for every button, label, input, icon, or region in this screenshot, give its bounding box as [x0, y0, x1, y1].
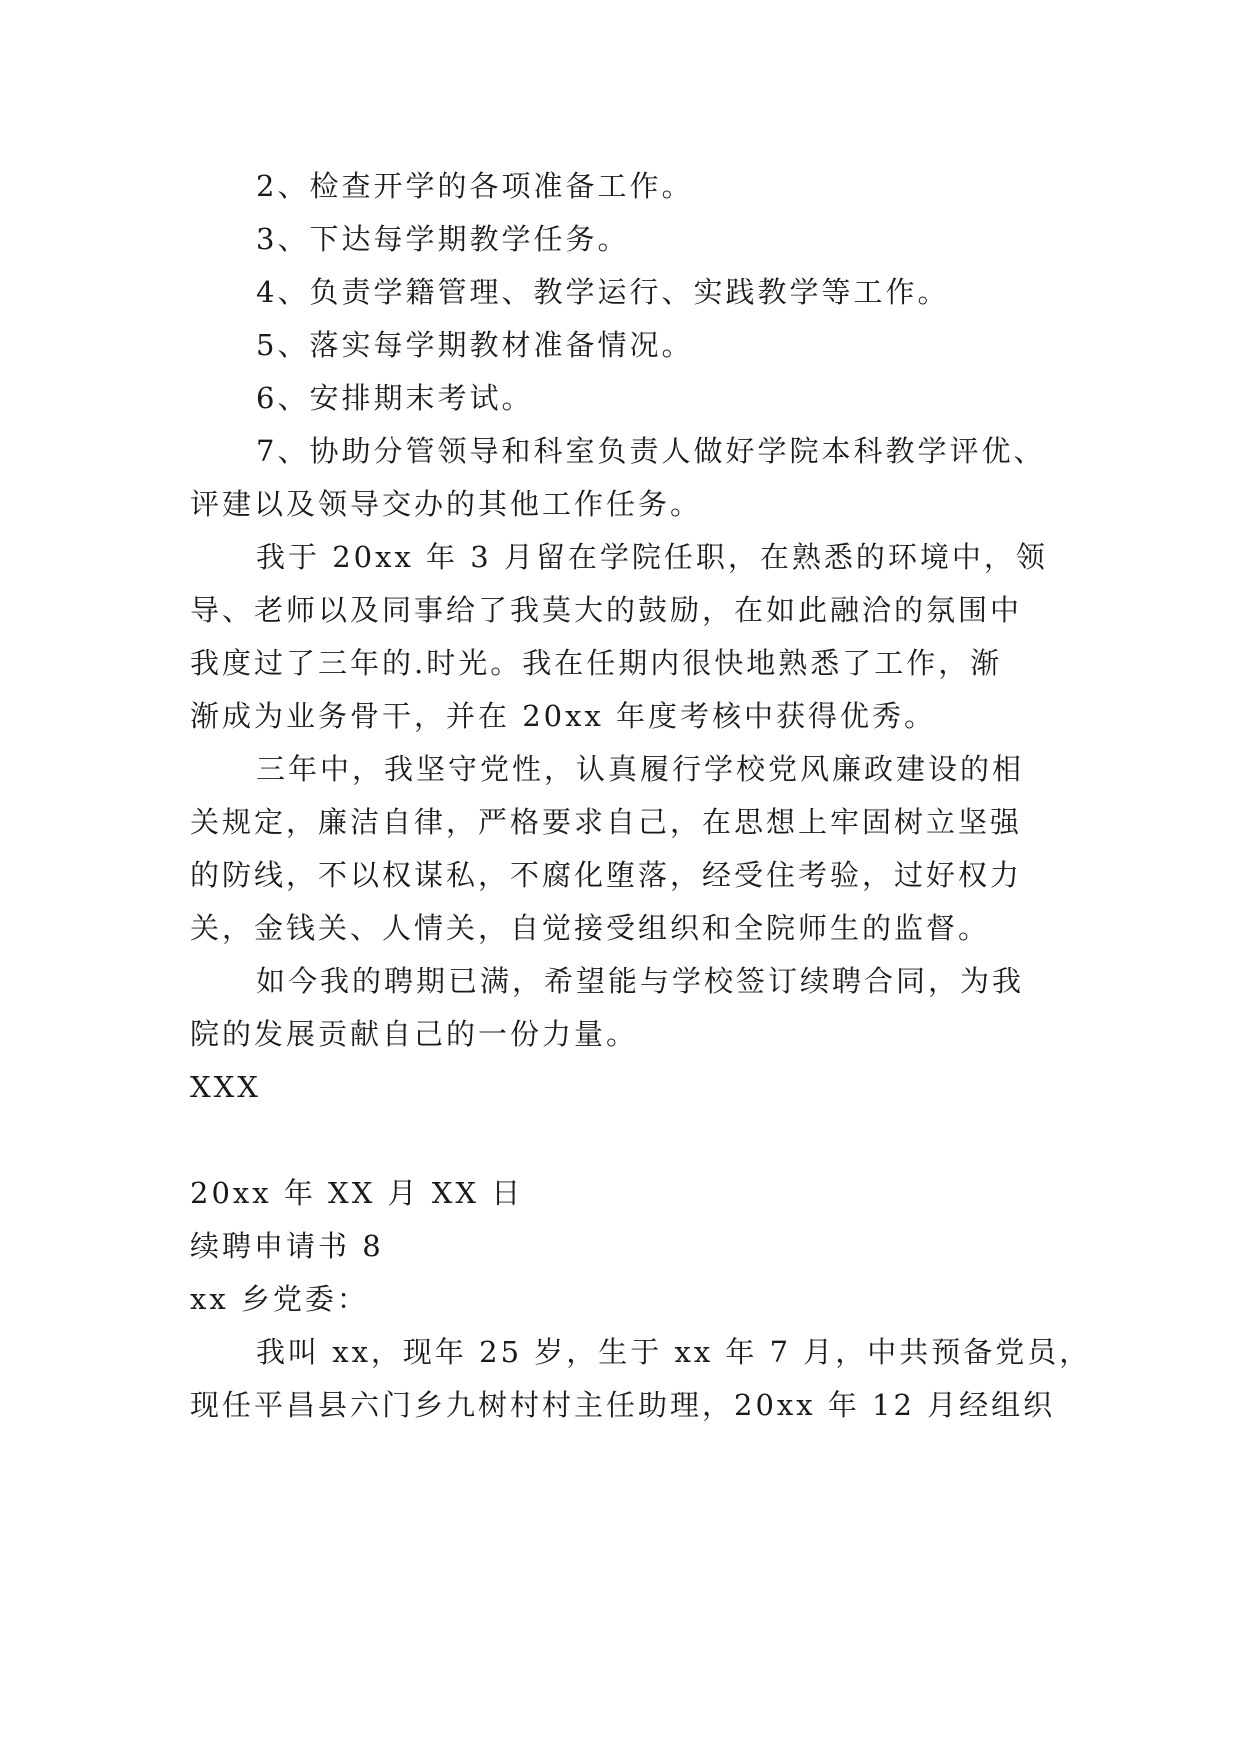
text-line: 评建以及领导交办的其他工作任务。	[190, 487, 703, 521]
text-line: 关，金钱关、人情关，自觉接受组织和全院师生的监督。	[190, 911, 991, 945]
text-line: 院的发展贡献自己的一份力量。	[190, 1017, 639, 1051]
text-line: 如今我的聘期已满，希望能与学校签订续聘合同，为我	[256, 964, 1025, 998]
signature-date: 20xx 年 XX 月 XX 日	[190, 1176, 524, 1210]
text-line: 3、下达每学期教学任务。	[256, 222, 630, 256]
text-line: 6、安排期末考试。	[256, 381, 534, 415]
text-line: 4、负责学籍管理、教学运行、实践教学等工作。	[256, 275, 950, 309]
text-line: 现任平昌县六门乡九树村村主任助理，20xx 年 12 月经组织	[190, 1388, 1056, 1422]
text-line: 三年中，我坚守党性，认真履行学校党风廉政建设的相	[256, 752, 1025, 786]
text-line: 5、落实每学期教材准备情况。	[256, 328, 694, 362]
section-title: 续聘申请书 8	[190, 1229, 384, 1263]
text-line: 我度过了三年的.时光。我在任期内很快地熟悉了工作，渐	[190, 646, 1003, 680]
text-line: 关规定，廉洁自律，严格要求自己，在思想上牢固树立坚强	[190, 805, 1023, 839]
signature-name: XXX	[190, 1070, 261, 1104]
text-line: 7、协助分管领导和科室负责人做好学院本科教学评优、	[256, 434, 1046, 468]
text-line: 2、检查开学的各项准备工作。	[256, 169, 694, 203]
text-line: 我于 20xx 年 3 月留在学院任职，在熟悉的环境中，领	[256, 540, 1048, 574]
text-line: 导、老师以及同事给了我莫大的鼓励，在如此融洽的氛围中	[190, 593, 1023, 627]
text-line: 的防线，不以权谋私，不腐化堕落，经受住考验，过好权力	[190, 858, 1023, 892]
salutation: xx 乡党委：	[190, 1282, 369, 1316]
text-line: 渐成为业务骨干，并在 20xx 年度考核中获得优秀。	[190, 699, 937, 733]
text-line: 我叫 xx，现年 25 岁，生于 xx 年 7 月，中共预备党员，	[256, 1335, 1092, 1369]
